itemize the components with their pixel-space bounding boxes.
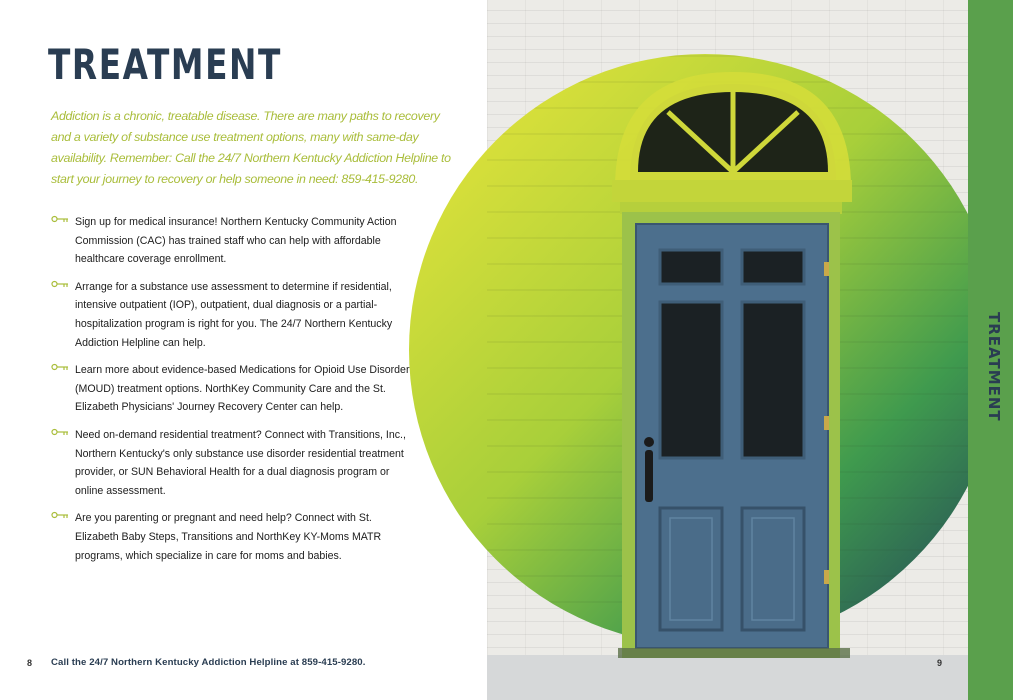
side-section-label: TREATMENT [985,312,1003,422]
intro-paragraph: Addiction is a chronic, treatable disease. There are many paths to recovery and a variety of substance use treatment options, many with same-day availability. Remember: Call the 24/7 Northern Kentucky Addiction Helpline to start your journey to recovery or help someone in need: 859-415-9280. [51,109,451,186]
list-item-text: Need on-demand residential treatment? Connect with Transitions, Inc., Northern Kentucky's only substance use disorder residential treatment provider, or SUN Behavioral Health for a dual diagnosis program or online assessment. [75,428,406,497]
list-item-text: Arrange for a substance use assessment to determine if residential, intensive outpatient (IOP), outpatient, dual diagnosis or a partial-hospitalization program is right for you. The 24/7 Northern Kentucky Addiction Helpline can help. [75,280,393,349]
list-item-text: Sign up for medical insurance! Northern Kentucky Community Action Commission (CAC) has trained staff who can help with affordable healthcare coverage enrollment. [75,216,397,266]
page-title: TREATMENT [48,40,282,89]
page-number-left: 8 [27,658,33,668]
list-item-text: Are you parenting or pregnant and need help? Connect with St. Elizabeth Baby Steps, Transitions and NorthKey KY-Moms MATR programs, which specialize in care for moms and babies. [75,512,382,562]
door-knob [644,437,654,447]
list-item-text: Learn more about evidence-based Medications for Opioid Use Disorder (MOUD) treatment options. NorthKey Community Care and the St. Elizabeth Physicians' Journey Recovery Center can help. [75,364,410,414]
footer-helpline-text: Call the 24/7 Northern Kentucky Addiction Helpline at 859-415-9280. [51,657,366,668]
page-number-right: 9 [937,658,943,668]
